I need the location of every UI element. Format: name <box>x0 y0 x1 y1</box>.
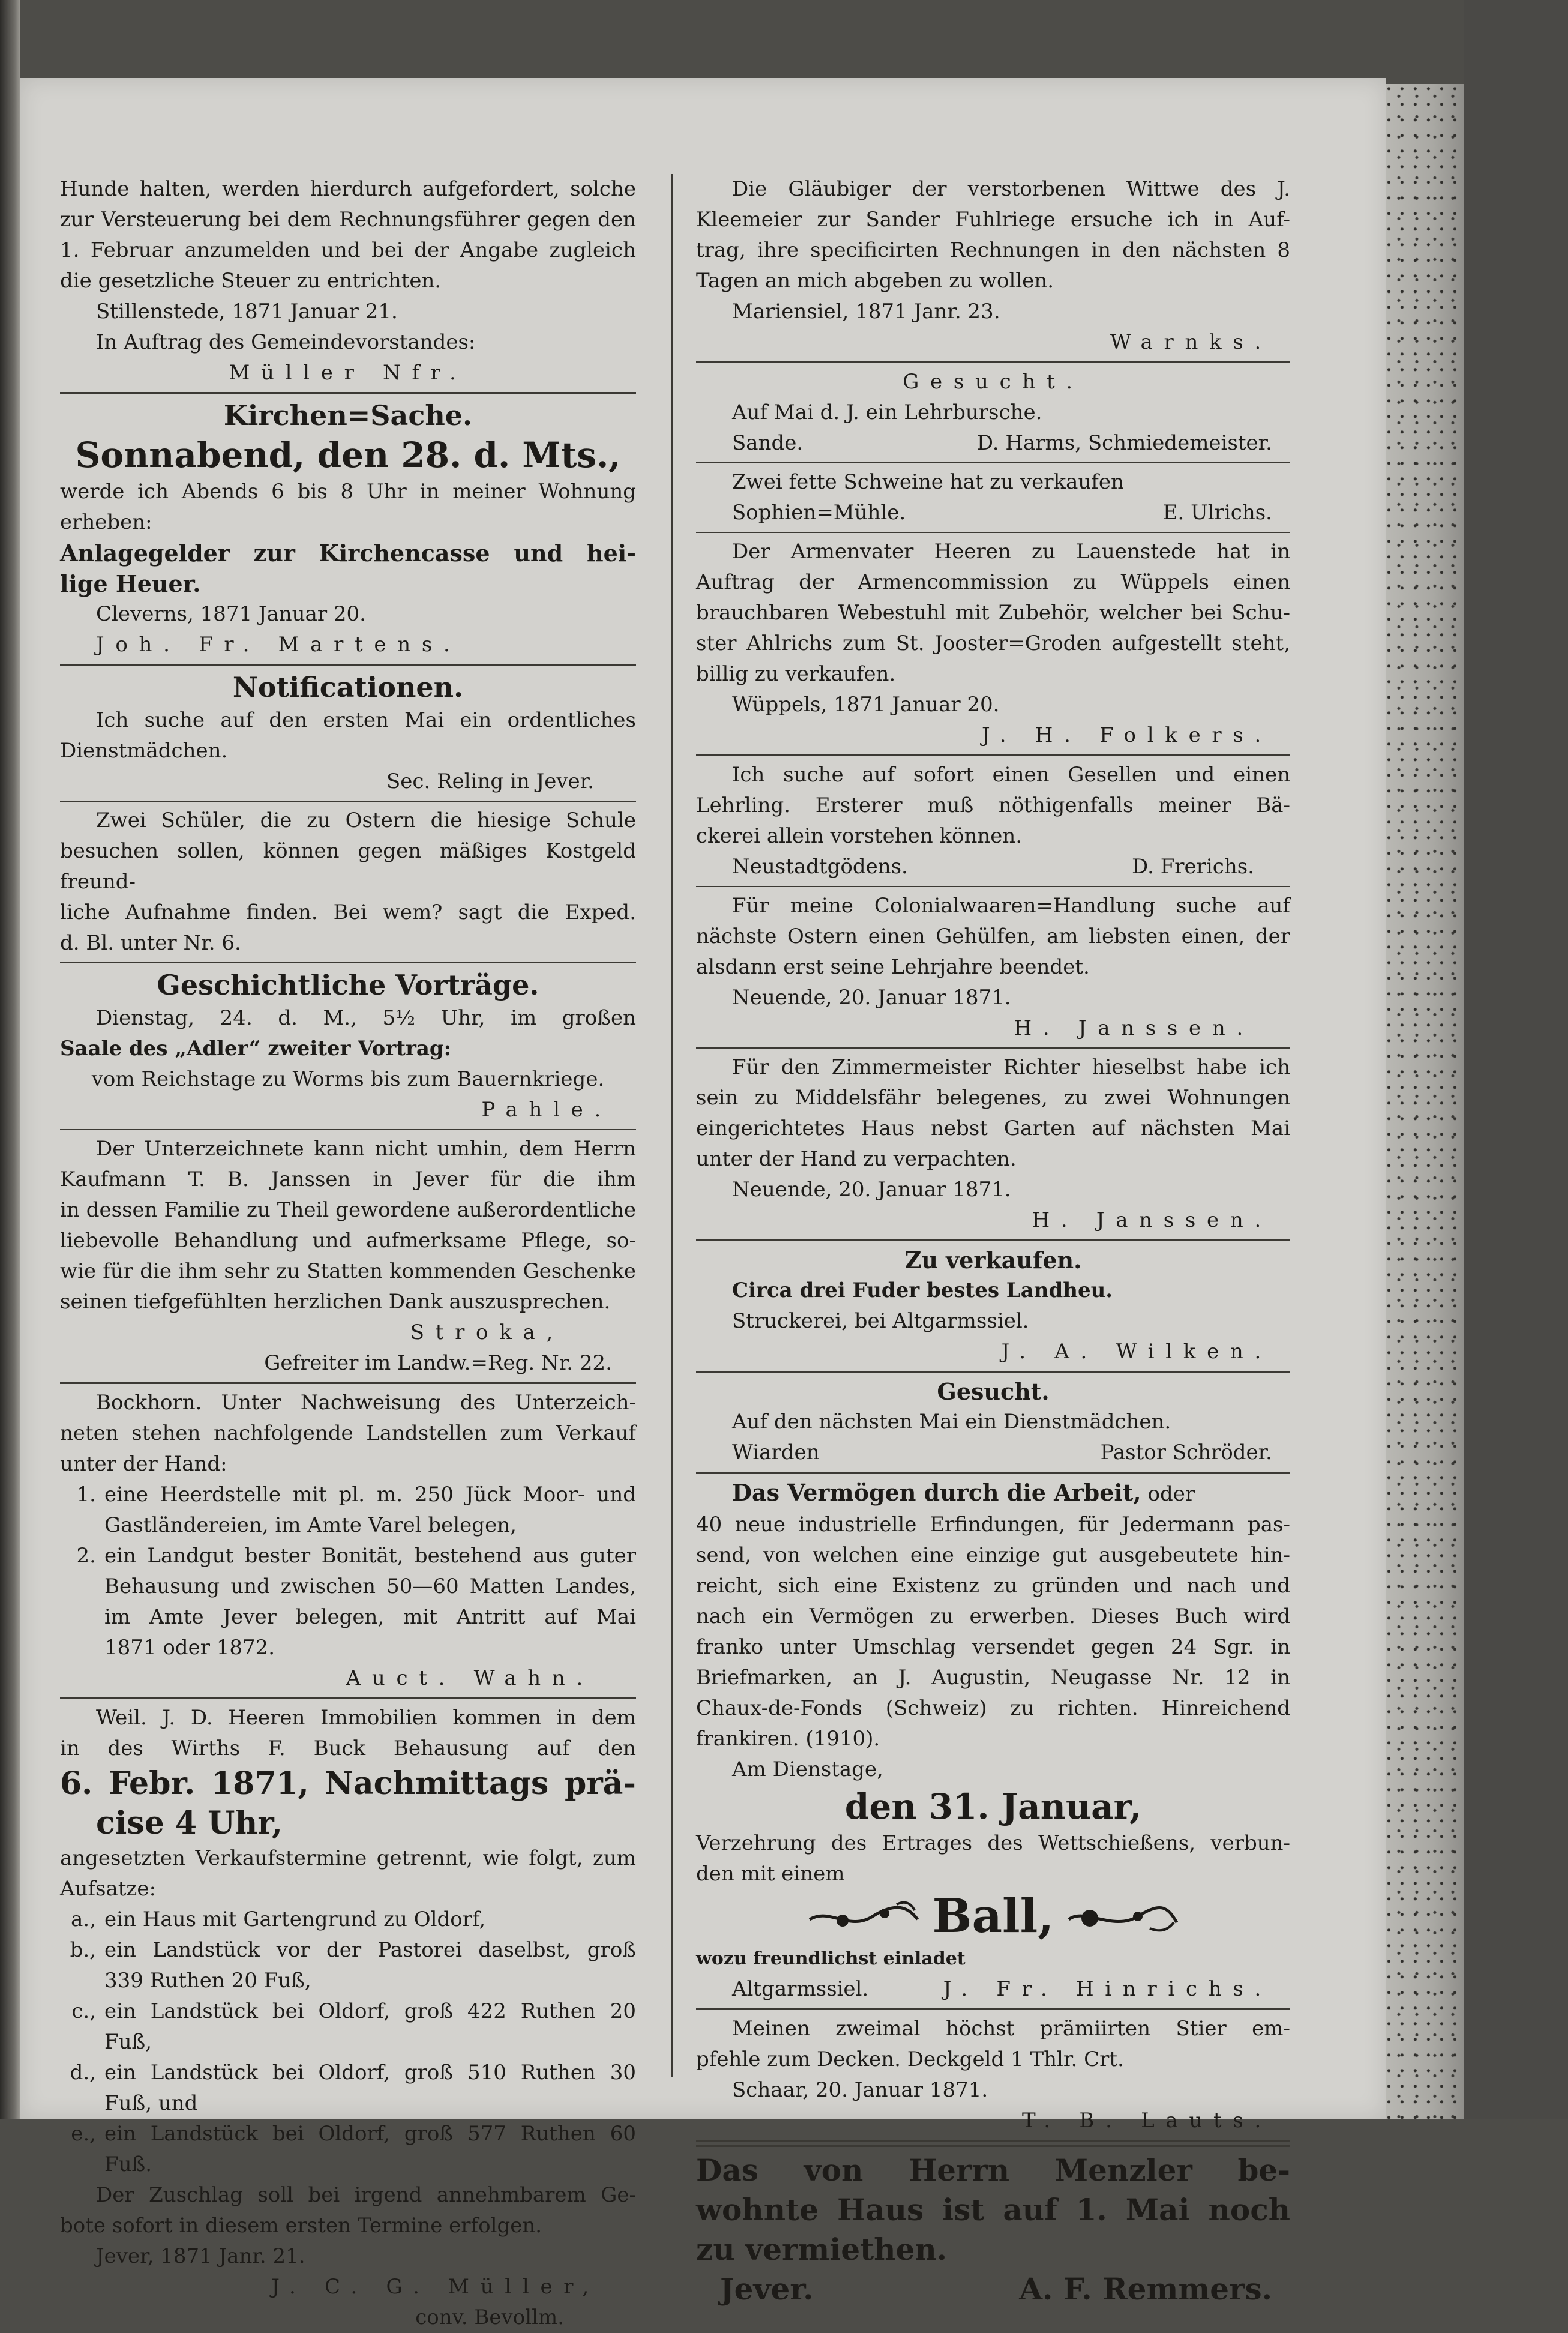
place: Jever. <box>720 2271 814 2307</box>
sign-row <box>696 428 1290 459</box>
list-item <box>60 1904 636 1935</box>
heading: Geschichtliche Vorträge. <box>157 969 539 1001</box>
sign-row <box>696 2269 1290 2309</box>
text-line: Meinen zweimal höchst prämiirten Stier em- <box>732 2017 1290 2041</box>
text-line: neten stehen nachfolgende Landstellen zum Verkauf <box>60 1421 636 1445</box>
book-spine-edge <box>0 0 20 2119</box>
flourish-left-icon <box>807 1895 921 1937</box>
item-number: 1. <box>76 1483 96 1507</box>
ad-house-lease <box>696 1052 1290 1236</box>
signature: J. H. Folkers. <box>982 723 1272 747</box>
sign-row <box>696 1437 1290 1468</box>
page-stack-edge <box>1386 84 1464 2119</box>
section-rule <box>696 2140 1290 2142</box>
signature: T. B. Lauts. <box>1022 2109 1272 2133</box>
text-line: trag, ihre specificirten Rechnungen in den nächsten 8 <box>696 238 1290 262</box>
heading-date: Sonnabend, den 28. d. Mts., <box>75 435 621 475</box>
text-line: Auftrag der Armencommission zu Wüppels einen <box>696 570 1290 594</box>
text-line: Der Unterzeichnete kann nicht umhin, dem Herrn <box>96 1137 636 1161</box>
ad-church-matter <box>60 397 636 660</box>
text-line: Der Zuschlag soll bei irgend annehmbarem Ge- <box>96 2183 636 2207</box>
section-rule <box>696 1239 1290 1241</box>
place-date: Neuende, 20. Januar 1871. <box>732 986 1011 1010</box>
text-line: ein Landgut bester Bonität, bestehend aus guter <box>104 1544 636 1568</box>
text-line: zu vermiethen. <box>696 2232 948 2267</box>
left-column <box>60 174 636 2333</box>
text-line: nächste Ostern einen Gehülfen, am liebsten einen, der <box>696 924 1290 948</box>
signature: E. Ulrichs. <box>1162 501 1272 525</box>
text-line: Der Armenvater Heeren zu Lauenstede hat in <box>732 540 1290 564</box>
signature: H. Janssen. <box>1032 1208 1272 1232</box>
signature: Sec. Reling in Jever. <box>386 769 594 793</box>
ad-ball <box>696 1754 1290 2005</box>
text-line: Chaux-de-Fonds (Schweiz) zu richten. Hinreichend <box>696 1696 1290 1720</box>
place: Altgarmssiel. <box>732 1977 869 2001</box>
text-line: Gastländereien, im Amte Varel belegen, <box>104 1513 517 1537</box>
text-line: ein Landstück vor der Pastorei daselbst, groß <box>104 1938 636 1962</box>
ad-house-to-let <box>696 2151 1290 2309</box>
text-line: liche Aufnahme finden. Bei wem? sagt die Exped. <box>60 900 636 924</box>
item-letter: c., <box>71 1999 96 2023</box>
text-line: Zwei fette Schweine hat zu verkaufen <box>732 470 1124 494</box>
item-letter: d., <box>70 2061 96 2085</box>
text-line: unter der Hand: <box>60 1452 227 1476</box>
item-letter: b., <box>70 1938 96 1962</box>
signature: Pahle. <box>481 1098 612 1122</box>
place-date: Schaar, 20. Januar 1871. <box>732 2078 988 2102</box>
text-line: ein Landstück bei Oldorf, groß 422 Ruthen 20 <box>104 1999 636 2023</box>
text-line: Kaufmann T. B. Janssen in Jever für die ihm <box>60 1167 636 1191</box>
signature: Müller Nfr. <box>229 361 467 385</box>
book-title-line <box>696 1477 1290 1510</box>
sign-row <box>696 1974 1290 2005</box>
item-letter: e., <box>71 2122 96 2146</box>
signature: Warnks. <box>1110 330 1272 354</box>
text-line: frankiren. (1910). <box>696 1727 880 1751</box>
auction-time: cise 4 Uhr, <box>96 1805 283 1841</box>
text-line: wohnte Haus ist auf 1. Mai noch <box>696 2192 1290 2227</box>
text-line: Für meine Colonialwaaren=Handlung suche auf <box>732 894 1290 918</box>
ad-thanks <box>60 1134 636 1379</box>
text-line: Ich suche auf den ersten Mai ein ordentliches <box>96 708 636 732</box>
text-line: sein zu Middelsfähr belegenes, zu zwei Wohnungen <box>696 1086 1290 1110</box>
text-line: werde ich Abends 6 bis 8 Uhr in meiner Wohnung <box>60 480 636 504</box>
text-line: bote sofort in diesem ersten Termine erfolgen. <box>60 2214 542 2238</box>
text-line: Briefmarken, an J. Augustin, Neugasse Nr. 12 in <box>696 1666 1290 1690</box>
text-line: ein Landstück bei Oldorf, groß 510 Ruthen 30 <box>104 2061 636 2085</box>
text-line: 339 Ruthen 20 Fuß, <box>104 1969 311 1993</box>
text-line: vom Reichstage zu Worms bis zum Bauernkriege. <box>91 1067 605 1091</box>
text-line: Die Gläubiger der verstorbenen Wittwe des J. <box>732 177 1290 201</box>
signature: J. A. Wilken. <box>1001 1340 1272 1364</box>
signature-role: conv. Bevollm. <box>415 2305 564 2329</box>
place-date: Stillenstede, 1871 Januar 21. <box>96 300 398 324</box>
text-line: liebevolle Behandlung und aufmerksame Pflege, so- <box>60 1229 636 1253</box>
heading: Kirchen=Sache. <box>223 399 473 432</box>
signature: D. Harms, Schmiedemeister. <box>976 431 1272 455</box>
text-line: ein Haus mit Gartengrund zu Oldorf, <box>104 1907 486 1931</box>
section-rule <box>696 754 1290 756</box>
signature: Pastor Schröder. <box>1100 1440 1272 1465</box>
signature: Stroka, <box>410 1320 564 1344</box>
place: Neustadtgödens. <box>732 855 908 879</box>
text-line: Auf Mai d. J. ein Lehrbursche. <box>732 400 1042 424</box>
ad-maid-wanted <box>696 1376 1290 1468</box>
list-item <box>60 1935 636 1996</box>
text-line: in des Wirths F. Buck Behausung auf den <box>60 1736 636 1760</box>
item-number: 2. <box>76 1544 96 1568</box>
section-rule <box>696 532 1290 533</box>
right-column <box>696 174 1290 2309</box>
heading: Gesucht. <box>903 370 1084 394</box>
text-line: Ich suche auf sofort einen Gesellen und einen <box>732 763 1290 787</box>
text-line: billig zu verkaufen. <box>696 662 896 686</box>
text-fragment: oder <box>1147 1482 1195 1506</box>
text-line: eine Heerdstelle mit pl. m. 250 Jück Moor- und <box>104 1483 636 1507</box>
text-line: Kleemeier zur Sander Fuhlriege ersuche ich in Auf- <box>696 208 1290 232</box>
text-line: eingerichtetes Haus nebst Garten auf nächsten Mai <box>696 1116 1290 1140</box>
text-line: unter der Hand zu verpachten. <box>696 1147 1017 1171</box>
section-rule <box>696 2145 1290 2147</box>
ad-creditors <box>696 174 1290 358</box>
sign-row <box>696 498 1290 528</box>
text-line: in dessen Familie zu Theil gewordene außerordentliche <box>60 1198 636 1222</box>
text-line: den mit einem <box>696 1862 845 1886</box>
ad-bockhorn-estates <box>60 1388 636 1694</box>
text-line: Zwei Schüler, die zu Ostern die hiesige Schule <box>96 808 636 832</box>
section-rule <box>60 1697 636 1699</box>
bold-line: lige Heuer. <box>60 570 201 597</box>
ad-baker-staff <box>696 760 1290 882</box>
place-date: Cleverns, 1871 Januar 20. <box>96 602 366 626</box>
text-line: 40 neue industrielle Erfindungen, für Jedermann pas- <box>696 1513 1290 1537</box>
ad-pigs <box>696 467 1290 528</box>
text-line: ckerei allein vorstehen können. <box>696 824 1023 848</box>
text-line: Fuß, <box>104 2030 152 2054</box>
ad-notifications <box>60 669 636 797</box>
place-date: Neuende, 20. Januar 1871. <box>732 1178 1011 1202</box>
text-line: Verzehrung des Ertrages des Wettschießens, verbun- <box>696 1831 1290 1855</box>
text-line: pfehle zum Decken. Deckgeld 1 Thlr. Crt. <box>696 2047 1124 2071</box>
text-line: ein Landstück bei Oldorf, groß 577 Ruthen 60 <box>104 2122 636 2146</box>
list-item <box>60 1480 636 1541</box>
text-line: Fuß. <box>104 2152 152 2176</box>
background-right <box>1464 0 1568 2119</box>
section-rule <box>696 361 1290 363</box>
column-divider <box>671 174 673 2077</box>
text-line: angesetzten Verkaufstermine getrennt, wie folgt, zum <box>60 1846 636 1870</box>
ad-colonial-goods <box>696 891 1290 1044</box>
text-line: Struckerei, bei Altgarmssiel. <box>732 1309 1029 1333</box>
section-rule <box>60 1382 636 1384</box>
text-line: Fuß, und <box>104 2091 198 2115</box>
text-line: besuchen sollen, können gegen mäßiges Kostgeld freund- <box>60 839 636 894</box>
ball-title: Ball, <box>932 1889 1054 1943</box>
signature: D. Frerichs. <box>1132 855 1254 879</box>
text-line: Circa drei Fuder bestes Landheu. <box>732 1278 1113 1302</box>
text-line: brauchbaren Webestuhl mit Zubehör, welcher bei Schu- <box>696 601 1290 625</box>
text-line: nach ein Vermögen zu erwerben. Dieses Buch wird <box>696 1604 1290 1628</box>
ad-apprentice-wanted <box>696 367 1290 459</box>
list-item <box>60 2058 636 2119</box>
signature: H. Janssen. <box>1014 1016 1254 1040</box>
text-line: d. Bl. unter Nr. 6. <box>60 931 241 955</box>
text-line: Auf den nächsten Mai ein Dienstmädchen. <box>732 1410 1171 1434</box>
text-line: Lehrling. Ersterer muß nöthigenfalls meiner Bä- <box>696 793 1290 817</box>
text-line: erheben: <box>60 510 152 534</box>
signature: J. C. G. Müller, <box>271 2275 600 2299</box>
text-line: zur Versteuerung bei dem Rechnungsführer gegen den <box>60 208 636 232</box>
ad-stud-bull <box>696 2014 1290 2136</box>
flourish-right-icon <box>1066 1895 1180 1937</box>
heading: Zu verkaufen. <box>904 1247 1082 1274</box>
sign-row <box>696 852 1290 882</box>
text-line: Hunde halten, werden hierdurch aufgefordert, solche <box>60 177 636 201</box>
auction-date: 6. Febr. 1871, Nachmittags prä- <box>60 1765 636 1802</box>
text-line: Saale des „Adler“ zweiter Vortrag: <box>60 1037 452 1061</box>
text-line: ster Ahlrichs zum St. Jooster=Groden aufgestellt steht, <box>696 631 1290 655</box>
ad-history-lectures <box>60 967 636 1125</box>
text-line: send, von welchen eine einzige gut ausgebeutete hin- <box>696 1543 1290 1567</box>
heading: Gesucht. <box>937 1378 1050 1405</box>
signature: Auct. Wahn. <box>346 1666 594 1690</box>
text-line: seinen tiefgefühlten herzlichen Dank auszusprechen. <box>60 1290 611 1314</box>
section-rule <box>696 1472 1290 1474</box>
text-line: Behausung und zwischen 50—60 Matten Landes, <box>104 1574 636 1598</box>
section-rule <box>60 801 636 802</box>
signature-rank: Gefreiter im Landw.=Reg. Nr. 22. <box>264 1351 612 1375</box>
heading: Notificationen. <box>232 671 464 703</box>
ball-ornament <box>696 1889 1290 1943</box>
signature: J. Fr. Hinrichs. <box>943 1977 1272 2001</box>
text-line: alsdann erst seine Lehrjahre beendet. <box>696 955 1090 979</box>
text-line: im Amte Jever belegen, mit Antritt auf Mai <box>104 1605 636 1629</box>
ad-wealth-book <box>696 1477 1290 1754</box>
text-line: franko unter Umschlag versendet gegen 24 Sgr. in <box>696 1635 1290 1659</box>
ad-dog-tax <box>60 174 636 388</box>
place: Sophien=Mühle. <box>732 501 906 525</box>
section-rule <box>696 462 1290 463</box>
text-line: Für den Zimmermeister Richter hieselbst habe ich <box>732 1055 1290 1079</box>
text-line: wie für die ihm sehr zu Statten kommenden Geschenke <box>60 1259 636 1283</box>
text-line: Das von Herrn Menzler be- <box>696 2152 1290 2188</box>
section-rule <box>696 886 1290 887</box>
text-line: Aufsatze: <box>60 1877 156 1901</box>
ad-heeren-auction <box>60 1703 636 2333</box>
text-line: Tagen an mich abgeben zu wollen. <box>696 269 1054 293</box>
text-line: Bockhorn. Unter Nachweisung des Unterzeich- <box>96 1391 636 1415</box>
place: Wiarden <box>732 1440 820 1465</box>
place-date: Wüppels, 1871 Januar 20. <box>732 693 1000 717</box>
section-rule <box>60 962 636 963</box>
list-item <box>60 1996 636 2058</box>
text-line: die gesetzliche Steuer zu entrichten. <box>60 269 442 293</box>
text-line: 1871 oder 1872. <box>104 1636 275 1660</box>
place: Sande. <box>732 431 804 455</box>
signature: A. F. Remmers. <box>1019 2271 1272 2307</box>
section-rule <box>60 392 636 394</box>
bold-line: Anlagegelder zur Kirchencasse und hei- <box>60 540 636 567</box>
list-item <box>60 1541 636 1663</box>
ball-date: den 31. Januar, <box>844 1786 1142 1827</box>
text-line: 1. Februar anzumelden und bei der Angabe zugleich <box>60 238 636 262</box>
text-line: wozu freundlichst einladet <box>696 1948 966 1969</box>
book-title: Das Vermögen durch die Arbeit, <box>732 1479 1141 1506</box>
section-rule <box>696 1371 1290 1373</box>
section-rule <box>60 1129 636 1130</box>
section-rule <box>696 1047 1290 1049</box>
text-line: reicht, sich eine Existenz zu gründen und nach und <box>696 1574 1290 1598</box>
authority: In Auftrag des Gemeindevorstandes: <box>96 330 476 354</box>
ad-pupils <box>60 805 636 959</box>
text-line: Dienstag, 24. d. M., 5½ Uhr, im großen <box>96 1006 636 1030</box>
section-rule <box>696 2008 1290 2010</box>
ad-hay-for-sale <box>696 1245 1290 1367</box>
place-date: Mariensiel, 1871 Janr. 23. <box>732 300 1000 324</box>
text-line: Dienstmädchen. <box>60 739 228 763</box>
list-item <box>60 2119 636 2180</box>
item-letter: a., <box>71 1907 96 1931</box>
place-date: Jever, 1871 Janr. 21. <box>96 2244 305 2268</box>
text-line: Am Dienstage, <box>732 1757 883 1781</box>
ad-loom <box>696 537 1290 751</box>
signature: Joh. Fr. Martens. <box>96 633 461 657</box>
text-line: Weil. J. D. Heeren Immobilien kommen in dem <box>96 1706 636 1730</box>
section-rule <box>60 664 636 666</box>
